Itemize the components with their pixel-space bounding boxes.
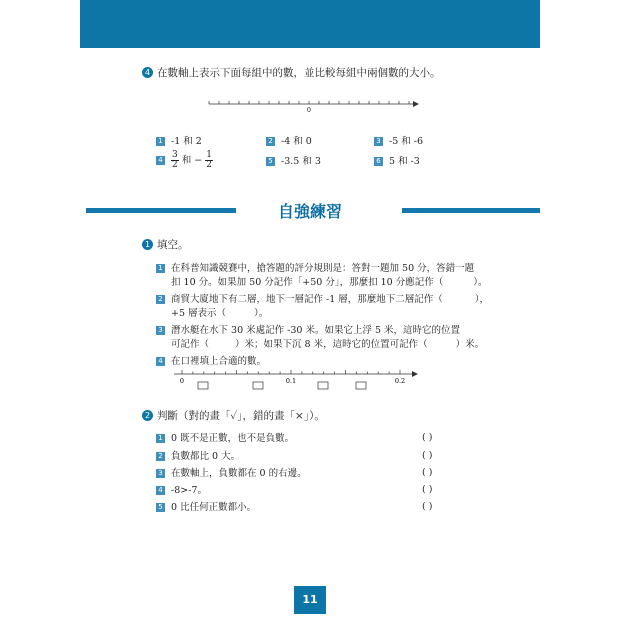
p2-item-3 bbox=[156, 467, 307, 480]
item-number: 4 bbox=[156, 357, 165, 366]
item-number: 3 bbox=[374, 137, 383, 146]
answer-box[interactable] bbox=[253, 382, 263, 389]
item-text: 5 和 -3 bbox=[389, 156, 420, 167]
fraction-numerator: 1 bbox=[206, 150, 213, 160]
answer-paren[interactable]: ( ) bbox=[422, 484, 433, 495]
item-text: 0 既不是正數，也不是負數。 bbox=[171, 433, 295, 444]
fraction bbox=[205, 151, 213, 170]
item-number: 4 bbox=[156, 156, 165, 165]
number-line-decimal bbox=[172, 366, 422, 396]
item-text: ）米；如果下沉 8 米，這時它的位置可記作（ bbox=[235, 339, 428, 350]
answer-paren[interactable]: ( ) bbox=[422, 467, 433, 478]
practice-2 bbox=[142, 409, 325, 423]
answer-paren[interactable]: ( ) bbox=[422, 501, 433, 512]
item-number: 2 bbox=[156, 295, 165, 304]
question-number-badge: 1 bbox=[142, 239, 153, 250]
item-text: 負數都比 0 大。 bbox=[171, 451, 241, 462]
item-text: 扣 10 分。如果加 50 分記作「+50 分」，那麼扣 10 分應記作（ bbox=[171, 277, 444, 288]
item-text: ）。 bbox=[473, 277, 488, 288]
item-number: 1 bbox=[156, 434, 165, 443]
p2-item-2 bbox=[156, 450, 240, 463]
p1-item-1 bbox=[156, 262, 474, 275]
question-number-badge: 2 bbox=[142, 410, 153, 421]
answer-paren[interactable]: ( ) bbox=[422, 450, 433, 461]
item-number: 1 bbox=[156, 137, 165, 146]
item-text: 0 比任何正數都小。 bbox=[171, 502, 257, 513]
item-number: 3 bbox=[156, 469, 165, 478]
question-4 bbox=[142, 66, 441, 80]
p2-item-4 bbox=[156, 484, 207, 497]
section-title: 自強練習 bbox=[277, 202, 342, 221]
p1-item-3 bbox=[156, 324, 460, 337]
practice-1 bbox=[142, 238, 189, 252]
item-text: 商貿大廈地下有二層，地下一層記作 -1 層，那麼地下二層記作（ bbox=[171, 294, 443, 305]
item-text: ）， bbox=[474, 294, 490, 305]
fraction-numerator: 3 bbox=[172, 150, 178, 160]
fraction-denominator: 2 bbox=[172, 160, 178, 170]
item-number: 2 bbox=[266, 137, 275, 146]
item-text: -4 和 0 bbox=[281, 136, 312, 147]
item-text: -3.5 和 3 bbox=[281, 156, 321, 167]
q4-item-5 bbox=[266, 155, 321, 168]
answer-box[interactable] bbox=[198, 382, 208, 389]
p1-item-2 bbox=[156, 293, 489, 306]
p1-item-1-line2 bbox=[171, 276, 487, 289]
item-text: 可記作（ bbox=[171, 339, 210, 350]
item-number: 3 bbox=[156, 326, 165, 335]
item-text: 和 − bbox=[181, 155, 203, 166]
item-number: 5 bbox=[266, 157, 275, 166]
item-number: 4 bbox=[156, 486, 165, 495]
q4-item-6 bbox=[374, 155, 420, 168]
axis-label-0: 0 bbox=[179, 377, 185, 385]
item-number: 5 bbox=[156, 503, 165, 512]
item-text: ）。 bbox=[254, 308, 269, 319]
answer-box[interactable] bbox=[356, 382, 366, 389]
q4-item-4 bbox=[156, 151, 213, 170]
page-number: 11 bbox=[294, 586, 326, 614]
p2-item-1 bbox=[156, 432, 294, 445]
q4-item-3 bbox=[374, 135, 423, 148]
p1-item-3-line2 bbox=[171, 338, 484, 351]
axis-label-0.1: 0.1 bbox=[285, 377, 297, 385]
section-bar-left bbox=[86, 208, 236, 213]
item-text: -1 和 2 bbox=[171, 136, 202, 147]
question-text: 判斷（對的畫「✓」，錯的畫「×」）。 bbox=[157, 410, 325, 422]
header-band bbox=[80, 0, 540, 48]
q4-item-2 bbox=[266, 135, 312, 148]
item-text: 在科普知識競賽中，搶答題的評分規則是：答對一題加 50 分，答錯一題 bbox=[171, 263, 475, 274]
question-text: 在數軸上表示下面每組中的數，並比較每組中兩個數的大小。 bbox=[157, 67, 441, 79]
item-text: 潛水艇在水下 30 米處記作 -30 米。如果它上浮 5 米，這時它的位置 bbox=[171, 325, 461, 336]
fraction bbox=[171, 151, 179, 170]
axis-label-0.2: 0.2 bbox=[394, 377, 406, 385]
item-text: 在數軸上，負數都在 0 的右邊。 bbox=[171, 468, 307, 479]
fraction-denominator: 2 bbox=[206, 160, 213, 170]
question-text: 填空。 bbox=[157, 239, 189, 251]
axis-zero-label: 0 bbox=[306, 106, 312, 114]
item-text: -5 和 -6 bbox=[389, 136, 424, 147]
q4-item-1 bbox=[156, 135, 202, 148]
question-number-badge: 4 bbox=[142, 67, 153, 78]
item-number: 2 bbox=[156, 452, 165, 461]
item-text: ）米。 bbox=[455, 339, 485, 350]
answer-paren[interactable]: ( ) bbox=[422, 432, 433, 443]
item-number: 6 bbox=[374, 157, 383, 166]
item-text: -8>-7。 bbox=[171, 485, 207, 496]
p1-item-2-line2 bbox=[171, 307, 268, 320]
number-line-blank bbox=[205, 96, 420, 116]
item-text: +5 層表示（ bbox=[171, 308, 227, 319]
section-bar-right bbox=[402, 208, 540, 213]
p2-item-5 bbox=[156, 501, 256, 514]
item-number: 1 bbox=[156, 264, 165, 273]
answer-box[interactable] bbox=[318, 382, 328, 389]
item-text: 在口裡填上合適的數。 bbox=[171, 356, 267, 367]
